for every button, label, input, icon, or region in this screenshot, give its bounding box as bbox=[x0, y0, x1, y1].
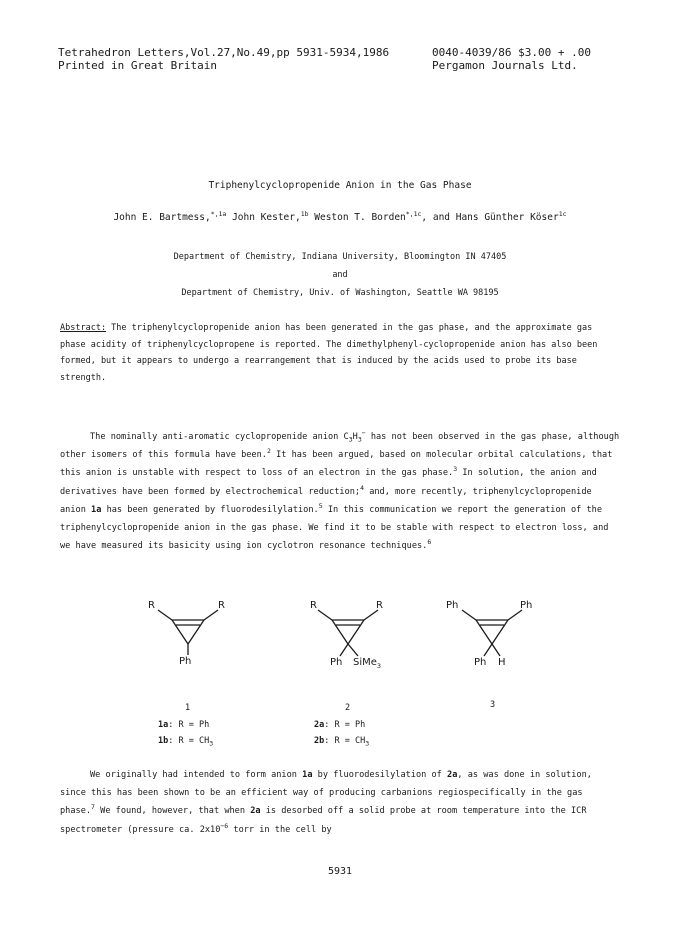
s1-cap-a-bold: 1a bbox=[158, 720, 169, 730]
p2-compound-2a-b: 2a bbox=[250, 806, 261, 817]
s3-number: 3 bbox=[490, 700, 496, 710]
paper-title: Triphenylcyclopropenide Anion in the Gas Phase bbox=[208, 180, 472, 191]
p1-text-7: has been generated by fluorodesilylation. bbox=[101, 504, 319, 515]
ref-2: 2 bbox=[266, 447, 271, 456]
author-2-affil: 1b bbox=[300, 209, 309, 218]
p1-text-2: H bbox=[352, 432, 358, 442]
journal-citation: Tetrahedron Letters,Vol.27,No.49,pp 5931-5934,1986 bbox=[58, 46, 390, 59]
p1-text-4: It has been argued, based on molecular orbital calculations, that this anion is unstable with respect to loss of an electron in the gas phase. bbox=[60, 450, 613, 479]
paragraph-2 bbox=[60, 766, 620, 839]
s1-r-left: R bbox=[148, 600, 155, 611]
s3-ph-right: Ph bbox=[520, 600, 533, 611]
author-1-affil: *,1a bbox=[210, 209, 227, 218]
p1-text-8: In this communication we report the generation of the triphenylcyclopropenide anion in the gas phase. We find it to be stable with respect to electron loss, and we have measured its basicity using ion cyclotron resonance techniques. bbox=[60, 504, 609, 552]
journal-code: 0040-4039/86 $3.00 + .00 bbox=[432, 46, 591, 59]
abstract bbox=[60, 320, 600, 386]
structure-3 bbox=[446, 600, 546, 675]
s2-ph: Ph bbox=[330, 657, 343, 668]
p1-sub-2: 3 bbox=[357, 435, 362, 444]
publisher: Pergamon Journals Ltd. bbox=[432, 59, 578, 72]
p2-text-4: We found, however, that when bbox=[94, 806, 251, 817]
ref-6: 6 bbox=[427, 538, 432, 547]
affiliation-and: and bbox=[332, 270, 348, 280]
s2-cap-b-bold: 2b bbox=[314, 736, 325, 746]
p1-text-3: has not been observed in the gas phase, although other isomers of this formula have been. bbox=[60, 432, 620, 461]
s1-caption-b bbox=[158, 736, 213, 746]
s2-r-left: R bbox=[310, 600, 317, 611]
abstract-label: Abstract: bbox=[60, 323, 107, 333]
paragraph-1 bbox=[60, 428, 620, 555]
structure-2 bbox=[308, 600, 398, 675]
s1-r-right: R bbox=[218, 600, 225, 611]
s1-caption-a bbox=[158, 720, 209, 730]
structure-1 bbox=[148, 600, 228, 670]
ref-5: 5 bbox=[318, 501, 323, 510]
author-4-affil: 1c bbox=[558, 209, 567, 218]
s1-ph: Ph bbox=[179, 656, 192, 667]
p2-text-6: torr in the cell by bbox=[228, 824, 332, 835]
s2-r-right: R bbox=[376, 600, 383, 611]
author-3-affil: *,1c bbox=[405, 209, 422, 218]
s1-cap-b-sub: 3 bbox=[209, 739, 214, 748]
affiliation-1: Department of Chemistry, Indiana University, Bloomington IN 47405 bbox=[173, 252, 507, 262]
structure-3-drawing bbox=[446, 600, 546, 675]
p1-charge: − bbox=[361, 429, 366, 438]
ref-3: 3 bbox=[453, 465, 458, 474]
s2-number: 2 bbox=[345, 703, 351, 713]
p2-compound-2a: 2a bbox=[447, 770, 458, 780]
s3-h: H bbox=[498, 657, 506, 668]
p1-text-1: The nominally anti-aromatic cyclopropenide anion C bbox=[90, 432, 349, 442]
p1-sub-1: 3 bbox=[348, 435, 353, 444]
ref-4: 4 bbox=[360, 483, 365, 492]
author-list bbox=[0, 209, 680, 223]
s2-cap-b-sub: 3 bbox=[365, 739, 370, 748]
p1-text-6: and, more recently, triphenylcyclopropenide anion bbox=[60, 486, 592, 515]
s2-sime: SiMe bbox=[353, 657, 377, 668]
author-2: John Kester, bbox=[226, 212, 301, 223]
s2-sime-sub: 3 bbox=[376, 662, 382, 670]
p2-text-3: , as was done in solution, since this has been shown to be an efficient way of producing carbanions regiospecifically in the gas phase. bbox=[60, 770, 592, 817]
s3-ph-bottom: Ph bbox=[474, 657, 487, 668]
compound-1a: 1a bbox=[91, 504, 102, 515]
s1-cap-a-text: : R = Ph bbox=[168, 720, 210, 730]
s1-cap-b-bold: 1b bbox=[158, 736, 169, 746]
s2-sime3 bbox=[353, 657, 381, 668]
p2-exponent: −6 bbox=[220, 821, 229, 830]
p2-compound-1a: 1a bbox=[302, 770, 313, 780]
s2-caption-a bbox=[314, 720, 365, 730]
author-4: , and Hans Günther Köser bbox=[421, 212, 559, 223]
author-1: John E. Bartmess, bbox=[113, 212, 211, 223]
p1-text-5: In solution, the anion and derivatives have been formed by electrochemical reduction; bbox=[60, 468, 597, 497]
author-3: Weston T. Borden bbox=[308, 212, 406, 223]
ref-7: 7 bbox=[91, 803, 95, 812]
s2-cap-b-text: : R = CH bbox=[324, 736, 366, 746]
s2-cap-a-text: : R = Ph bbox=[324, 720, 366, 730]
s2-cap-a-bold: 2a bbox=[314, 720, 325, 730]
s3-ph-left: Ph bbox=[446, 600, 459, 611]
printed-in: Printed in Great Britain bbox=[58, 59, 217, 72]
affiliation-2: Department of Chemistry, Univ. of Washington, Seattle WA 98195 bbox=[181, 288, 499, 298]
p2-text-2: by fluorodesilylation of bbox=[312, 770, 448, 780]
p2-text-1: We originally had intended to form anion bbox=[90, 770, 303, 780]
s1-cap-b-text: : R = CH bbox=[168, 736, 210, 746]
s1-number: 1 bbox=[185, 703, 191, 713]
s2-caption-b bbox=[314, 736, 369, 746]
p2-text-5: is desorbed off a solid probe at room temperature into the ICR spectrometer (pressure ca. 2x10 bbox=[60, 806, 587, 835]
page-number: 5931 bbox=[327, 866, 353, 877]
abstract-text: The triphenylcyclopropenide anion has been generated in the gas phase, and the approximate gas phase acidity of triphenylcyclopropene is reported. The dimethylphenyl-cyclopropenide anion has also been formed, but it appears to undergo a rearrangement that is induced by the acids used to probe its base strength. bbox=[60, 323, 598, 383]
